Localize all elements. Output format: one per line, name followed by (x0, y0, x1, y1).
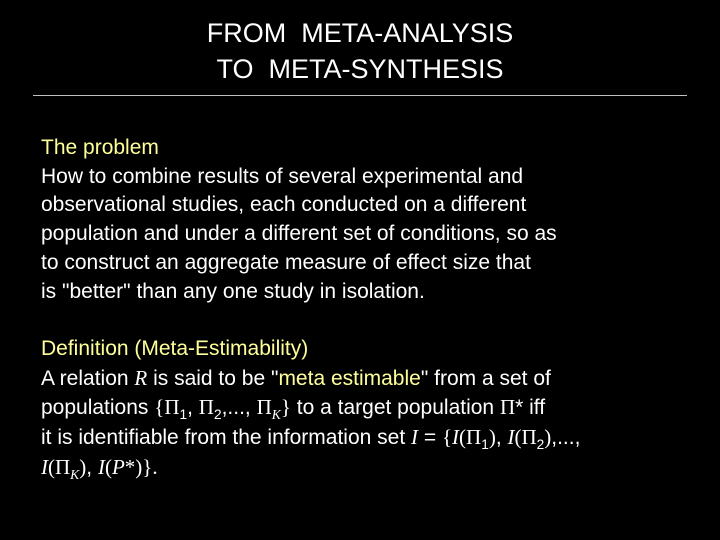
separator: , (495, 426, 508, 450)
problem-line-5: is "better" than any one study in isolation. (41, 279, 425, 303)
title-divider (33, 95, 687, 96)
paragraph-gap (41, 306, 701, 335)
definition-line-4 (41, 453, 701, 483)
definition-heading: Definition (Meta-Estimability) (41, 336, 309, 360)
text: A relation (41, 366, 135, 390)
info-symbol: I (41, 454, 48, 479)
problem-line-3: population and under a different set of conditions, so as (41, 222, 557, 246)
paren: ( (104, 454, 112, 479)
problem-line-4: to construct an aggregate measure of effect size that (41, 250, 531, 274)
pi-symbol: Π (55, 454, 71, 479)
title-line-2: TO META-SYNTHESIS (216, 54, 504, 84)
subscript: 2 (536, 437, 545, 453)
pi-symbol: Π (198, 395, 214, 420)
brace: } (280, 395, 291, 420)
problem-line-1: How to combine results of several experimental and (41, 164, 524, 188)
paren: ( (514, 425, 522, 450)
subscript: 1 (179, 407, 188, 423)
subscript: K (70, 466, 80, 482)
paren: ) (135, 454, 143, 479)
problem-line-2: observational studies, each conducted on a different (41, 193, 527, 217)
definition-line-2 (41, 393, 701, 423)
brace: } (142, 454, 153, 479)
separator: ,..., (551, 426, 581, 450)
text: * iff (515, 396, 546, 420)
pi-symbol: Π (521, 425, 537, 450)
text: it is identifiable from the information set (41, 426, 412, 450)
slide-title (0, 15, 720, 87)
pi-symbol: Π (256, 395, 272, 420)
definition-line-1 (41, 364, 701, 394)
separator: , (86, 455, 98, 479)
pi-symbol: Π (164, 395, 180, 420)
star: * (124, 454, 136, 479)
info-symbol: I (507, 425, 515, 450)
paren: ) (544, 425, 552, 450)
pi-symbol: Π (499, 395, 516, 420)
info-symbol: I (97, 454, 105, 479)
subscript: K (271, 407, 281, 423)
highlight-term: meta estimable (278, 366, 421, 390)
pi-symbol: Π (466, 425, 482, 450)
info-symbol: I (452, 425, 460, 450)
period: . (152, 454, 158, 479)
definition-line-3 (41, 423, 701, 453)
separator: ,..., (221, 396, 257, 420)
problem-heading: The problem (41, 136, 159, 159)
text: to a target population (290, 396, 500, 420)
separator: , (187, 396, 199, 420)
text: = (418, 426, 442, 450)
paren: ) (79, 454, 87, 479)
slide-body (41, 134, 701, 482)
text: " from a set of (420, 366, 551, 390)
subscript: 2 (213, 407, 222, 423)
paren: ( (48, 454, 55, 479)
target-symbol: P (111, 454, 125, 479)
brace: { (154, 395, 165, 420)
paren: ( (459, 425, 467, 450)
relation-symbol: R (134, 365, 148, 390)
subscript: 1 (481, 437, 489, 453)
text: populations (41, 396, 155, 420)
paren: ) (488, 425, 496, 450)
brace: { (441, 425, 453, 450)
title-line-1: FROM META-ANALYSIS (206, 18, 514, 48)
text: is said to be " (147, 366, 279, 390)
info-set-symbol: I (411, 425, 419, 450)
